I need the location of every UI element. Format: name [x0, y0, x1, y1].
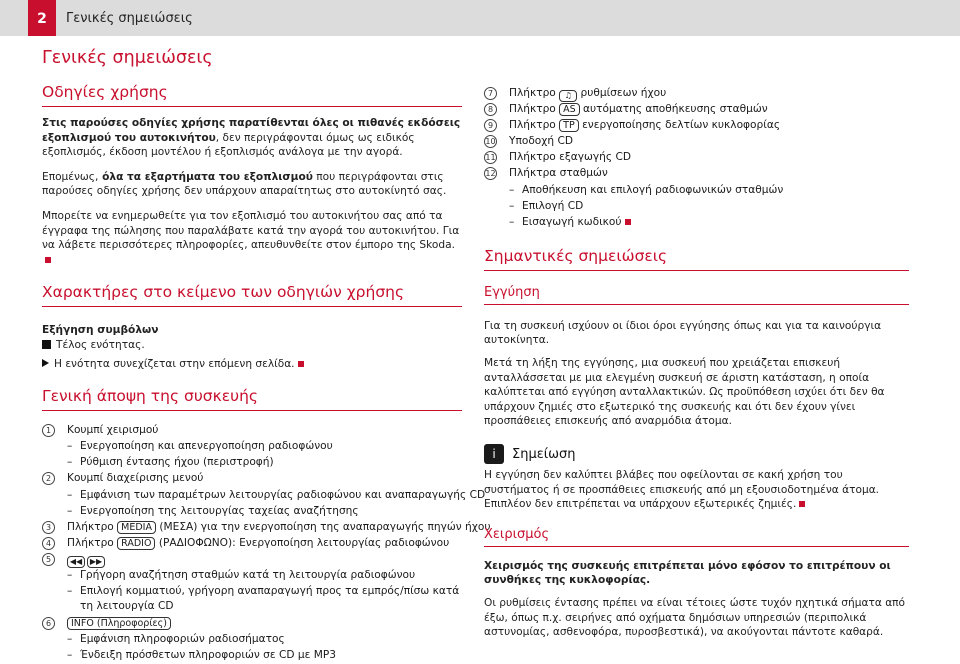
callout-number: 3 — [42, 521, 55, 534]
item-post: (ΜΕΣΑ) για την ενεργοποίηση της αναπαραγωγής πηγών ήχου — [155, 520, 491, 533]
callout-number: 2 — [42, 472, 55, 485]
page-number: 2 — [28, 0, 56, 36]
note-text: Η εγγύηση δεν καλύπτει βλάβες που οφείλονται σε κακή χρήση του συστήματος ή σε προσπάθειες επισκευής από μη εξουσιοδοτημένα άτομα. Επιπλέον δεν επιτρέπεται να υπάρχουν εξωτερικές ζημιές. — [484, 469, 880, 511]
dash-icon: – — [67, 568, 73, 581]
operation-title: Χειρισμός — [484, 527, 909, 547]
paragraph-documents — [42, 209, 462, 267]
sub-item — [484, 199, 909, 215]
item-post: (ΡΑΔΙΟΦΩΝΟ): Ενεργοποίηση λειτουργίας ραδιοφώνου — [155, 536, 450, 549]
paragraph-components — [42, 170, 462, 199]
symbol-continue-text: Η ενότητα συνεχίζεται στην επόμενη σελίδα. — [54, 357, 295, 370]
symbol-continue-row — [42, 357, 462, 372]
item-text: Κουμπί διαχείρισης μενού — [67, 472, 204, 485]
warranty-paragraph-1: Για τη συσκευή ισχύουν οι ίδιοι όροι εγγύησης όπως και για τα καινούργια αυτοκίνητα. — [484, 319, 882, 347]
page-header — [0, 0, 960, 36]
list-item — [484, 86, 909, 102]
sub-item — [42, 568, 462, 584]
sub-item — [42, 455, 462, 471]
symbols-title: Εξήγηση συμβόλων — [42, 324, 159, 337]
section-characters-title: Χαρακτήρες στο κείμενο των οδηγιών χρήσης — [42, 283, 462, 307]
end-of-section-icon — [799, 501, 805, 507]
end-of-section-square-icon — [42, 340, 51, 349]
sub-item-text: Ενεργοποίηση της λειτουργίας ταχείας αναζήτησης — [80, 504, 359, 517]
item-pre: Πλήκτρο — [509, 87, 560, 99]
list-item — [42, 471, 462, 487]
list-item — [42, 552, 462, 568]
paragraph-documents-text: Μπορείτε να ενημερωθείτε για τον εξοπλισμό του αυτοκινήτου σας από τα έγγραφα της πώλησης που παραλάβατε κατά την αγορά του αυτοκινήτου. Για να λάβετε περισσότερες πληροφορίες, απευθυνθείτε στον έμπορο της Skoda. — [42, 209, 460, 252]
end-of-section-icon — [625, 219, 631, 225]
callout-number: 6 — [42, 617, 55, 630]
right-column — [484, 86, 909, 640]
item-text: Πλήκτρα σταθμών — [509, 167, 608, 180]
dash-icon: – — [509, 199, 515, 212]
music-note-icon: ♫ — [559, 90, 577, 102]
header-title: Γενικές σημειώσεις — [66, 11, 193, 26]
info-key: INFO (Πληροφορίες) — [67, 617, 171, 630]
list-item — [42, 536, 462, 552]
sub-item-text: Επιλογή κομματιού, γρήγορη αναπαραγωγή προς τα εμπρός/πίσω κατά τη λειτουργία CD — [80, 585, 460, 612]
continue-arrow-icon — [42, 359, 49, 367]
item-pre: Πλήκτρο — [509, 119, 560, 132]
item-post: αυτόματης αποθήκευσης σταθμών — [579, 103, 768, 116]
item-pre: Πλήκτρο — [67, 520, 118, 533]
symbol-end-row — [42, 338, 462, 353]
sub-item-text: Ενεργοποίηση και απενεργοποίηση ραδιοφώνου — [80, 440, 333, 453]
list-item — [484, 134, 909, 150]
list-item — [484, 166, 909, 182]
warranty-title: Εγγύηση — [484, 285, 909, 305]
device-overview-list — [42, 423, 491, 664]
main-title: Γενικές σημειώσεις — [42, 48, 213, 68]
dash-icon: – — [67, 440, 73, 453]
sub-item — [42, 488, 486, 504]
paragraph-components-rest: που περιγράφονται στις παρούσες οδηγίες χρήσης δεν υπάρχουν απαραίτητως στο αυτοκίνητό σας. — [42, 170, 447, 198]
note-text-row — [484, 468, 909, 512]
media-key: MEDIA — [117, 521, 156, 534]
callout-number: 10 — [485, 137, 496, 147]
callout-number: 4 — [42, 537, 55, 550]
list-item — [42, 520, 491, 536]
list-item — [42, 423, 462, 439]
sub-item — [42, 439, 462, 455]
note-title: Σημείωση — [512, 446, 576, 462]
seek-back-icon: ◀◀ — [67, 556, 85, 568]
warranty-paragraph-2: Μετά τη λήξη της εγγύησης, μια συσκευή που χρειάζεται επισκευή ανταλλάσσεται με μια ελεγμένη συσκευή σε άριστη κατάσταση, η οποία καλύπτεται από εγγύηση ανταλλακτικών. Ως προϋπόθεση ισχύει ότι δεν θα υπάρχουν ζημιές στο εξωτερικό της συσκευής και ότι δεν έχουν γίνει προσπάθειες επισκευής από αναρμόδια άτομα. — [484, 357, 885, 428]
dash-icon: – — [67, 632, 73, 645]
sub-item — [42, 504, 462, 520]
callout-number: 7 — [484, 87, 497, 100]
item-post: ρυθμίσεων ήχου — [577, 87, 667, 99]
sub-item-text: Εισαγωγή κωδικού — [522, 215, 622, 228]
end-of-section-icon — [298, 361, 304, 367]
dash-icon: – — [67, 585, 73, 598]
sub-item — [42, 648, 462, 664]
as-key: AS — [559, 103, 580, 116]
list-item — [484, 150, 909, 166]
dash-icon: – — [67, 504, 73, 517]
item-pre: Πλήκτρο — [67, 536, 118, 549]
seek-forward-icon: ▶▶ — [87, 556, 105, 568]
radio-key: RADIO — [117, 537, 155, 550]
item-pre: Πλήκτρο — [509, 103, 560, 116]
paragraph-components-bold: όλα τα εξαρτήματα του εξοπλισμού — [98, 170, 313, 183]
sub-item-text: Γρήγορη αναζήτηση σταθμών κατά τη λειτουργία ραδιοφώνου — [80, 568, 416, 581]
operation-bold-paragraph: Χειρισμός της συσκευής επιτρέπεται μόνο εφόσον το επιτρέπουν οι συνθήκες της κυκλοφορίας. — [484, 559, 891, 587]
section-instructions-title: Οδηγίες χρήσης — [42, 83, 462, 107]
sub-item — [42, 632, 462, 648]
end-of-section-icon — [45, 257, 51, 263]
callout-number: 11 — [485, 153, 496, 163]
sub-item — [42, 584, 462, 614]
dash-icon: – — [509, 215, 515, 228]
section-important-title: Σημαντικές σημειώσεις — [484, 247, 909, 271]
item-text: Κουμπί χειρισμού — [67, 424, 159, 437]
sub-item-text: Επιλογή CD — [522, 199, 584, 212]
operation-paragraph: Οι ρυθμίσεις έντασης πρέπει να είναι τέτοιες ώστε τυχόν ηχητικά σήματα από έξω, όπως π.χ. σειρήνες από οχήματα δημόσιων υπηρεσιών (περιπολικά αστυνομίας, ασθενοφόρα, πυροσβεστικά), να ακούγονται πάντοτε καθαρά. — [484, 596, 906, 639]
list-item — [42, 616, 462, 632]
item-post: ενεργοποίησης δελτίων κυκλοφορίας — [578, 119, 781, 132]
sub-item — [484, 183, 909, 199]
sub-item-text: Αποθήκευση και επιλογή ραδιοφωνικών σταθμών — [522, 183, 784, 196]
symbol-end-text: Τέλος ενότητας. — [56, 338, 145, 351]
item-text: Υποδοχή CD — [509, 135, 574, 148]
device-overview-list-continued — [484, 86, 909, 231]
item-text: Πλήκτρο εξαγωγής CD — [509, 151, 632, 164]
dash-icon: – — [509, 183, 515, 196]
callout-number: 1 — [42, 424, 55, 437]
tp-key: TP — [559, 119, 579, 132]
paragraph-editions-bold: Στις παρούσες οδηγίες χρήσης παρατίθενται όλες οι πιθανές εκδόσεις εξοπλισμού του αυτοκινήτου — [42, 117, 461, 144]
dash-icon: – — [67, 488, 73, 501]
paragraph-editions — [42, 116, 462, 160]
callout-number: 12 — [485, 169, 496, 179]
dash-icon: – — [67, 456, 73, 469]
sub-item-text: Ένδειξη πρόσθετων πληροφοριών σε CD με MP3 — [80, 648, 336, 661]
list-item — [484, 102, 909, 118]
callout-number: 5 — [42, 553, 55, 566]
sub-item-text: Εμφάνιση πληροφοριών ραδιοσήματος — [80, 632, 285, 645]
note-header — [484, 444, 909, 464]
paragraph-components-lead: Επομένως, — [42, 170, 99, 183]
callout-number: 8 — [484, 103, 497, 116]
info-icon: i — [484, 444, 504, 464]
sub-item — [484, 215, 909, 231]
sub-item-text: Ρύθμιση έντασης ήχου (περιστροφή) — [80, 456, 274, 469]
paragraph-editions-rest: , δεν περιγράφονται όμως ως ειδικός εξοπλισμός, έκδοση μοντέλου ή εξοπλισμός ανάλογα με την αγορά. — [42, 131, 415, 159]
section-overview-title: Γενική άποψη της συσκευής — [42, 387, 462, 411]
sub-item-text: Εμφάνιση των παραμέτρων λειτουργίας ραδιοφώνου και αναπαραγωγής CD — [80, 488, 486, 501]
callout-number: 9 — [484, 119, 497, 132]
dash-icon: – — [67, 648, 73, 661]
list-item — [484, 118, 909, 134]
